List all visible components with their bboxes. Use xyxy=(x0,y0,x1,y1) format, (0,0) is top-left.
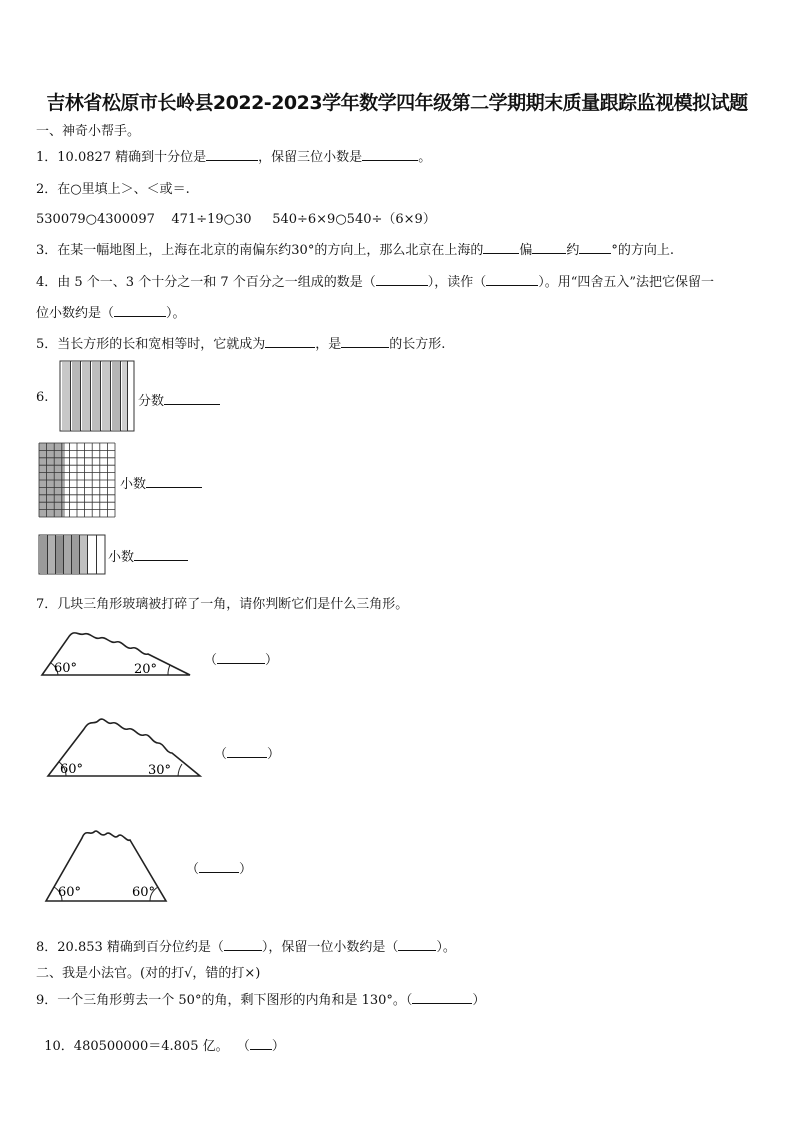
answer-blank[interactable] xyxy=(134,549,188,561)
t1-answer xyxy=(204,649,278,668)
q8-text-c: ）。 xyxy=(436,940,456,955)
q10-text-b: ） xyxy=(271,1039,285,1054)
q9-text-b: ） xyxy=(472,993,486,1008)
question-10 xyxy=(36,1020,285,1054)
paren-close: ） xyxy=(239,862,253,877)
q1-text-c: 。 xyxy=(418,150,432,165)
q3-text-d: °的方向上. xyxy=(611,243,674,258)
t3-answer xyxy=(186,858,252,877)
answer-blank[interactable] xyxy=(227,746,267,758)
t2-angle-b: 30° xyxy=(148,763,172,778)
question-5 xyxy=(36,333,445,352)
answer-blank[interactable] xyxy=(362,149,418,161)
paren-close: ） xyxy=(267,747,281,762)
answer-blank[interactable] xyxy=(486,274,538,286)
question-1 xyxy=(36,146,431,165)
q6-fraction-item xyxy=(138,390,220,409)
answer-blank[interactable] xyxy=(164,393,220,405)
answer-blank[interactable] xyxy=(114,305,166,317)
hundred-grid-figure xyxy=(39,443,117,519)
question-2-items: 530079○4300097 471÷19○30 540÷6×9○540÷（6×9） xyxy=(36,212,436,227)
q1-text-b: ，保留三位小数是 xyxy=(258,150,363,165)
q9-text-a: 9．一个三角形剪去一个 50°的角，剩下图形的内角和是 130°。（ xyxy=(36,993,413,1008)
tenths-strip-figure xyxy=(39,535,107,575)
q8-text-a: 8．20.853 精确到百分位约是（ xyxy=(36,940,224,955)
q6-label-decimal-1: 小数 xyxy=(120,477,147,492)
t3-angle-b: 60° xyxy=(132,885,156,900)
t3-angle-a: 60° xyxy=(58,885,82,900)
answer-blank[interactable] xyxy=(341,336,389,348)
q6-label-decimal-2: 小数 xyxy=(108,550,135,565)
broken-triangle-1 xyxy=(40,630,192,678)
answer-blank[interactable] xyxy=(532,242,566,254)
question-2: 2．在○里填上＞、＜或＝. xyxy=(36,182,190,197)
answer-blank[interactable] xyxy=(199,861,239,873)
question-8 xyxy=(36,936,456,955)
q8-text-b: ），保留一位小数约是（ xyxy=(261,940,399,955)
question-3 xyxy=(36,239,674,258)
answer-blank[interactable] xyxy=(483,242,519,254)
q5-text-b: ，是 xyxy=(315,337,342,352)
answer-blank[interactable] xyxy=(265,336,315,348)
q4-text-a: 4．由 5 个一、3 个十分之一和 7 个百分之一组成的数是（ xyxy=(36,275,376,290)
paren-open: （ xyxy=(204,653,218,668)
question-4-cont xyxy=(36,302,186,321)
broken-triangle-3 xyxy=(44,826,168,904)
question-9 xyxy=(36,989,485,1008)
q4-text-b: ），读作（ xyxy=(427,275,487,290)
paren-open: （ xyxy=(214,747,228,762)
q3-text-b: 偏 xyxy=(519,243,533,258)
q6-decimal-item-1 xyxy=(120,473,202,492)
q3-text-a: 3．在某一幅地图上，上海在北京的南偏东约30°的方向上，那么北京在上海的 xyxy=(36,243,484,258)
answer-blank[interactable] xyxy=(217,652,265,664)
answer-blank[interactable] xyxy=(146,476,202,488)
q4-text-d: 位小数约是（ xyxy=(36,306,115,321)
q5-text-a: 5．当长方形的长和宽相等时，它就成为 xyxy=(36,337,266,352)
broken-triangle-2 xyxy=(46,717,202,779)
question-7: 7．几块三角形玻璃被打碎了一角，请你判断它们是什么三角形。 xyxy=(36,597,409,612)
t1-angle-b: 20° xyxy=(134,662,158,677)
paren-close: ） xyxy=(265,653,279,668)
q10-text-a: 10．480500000＝4.805 亿。 （ xyxy=(44,1039,250,1054)
answer-blank[interactable] xyxy=(206,149,258,161)
q4-text-e: ）。 xyxy=(166,306,186,321)
answer-blank[interactable] xyxy=(224,939,262,951)
answer-blank[interactable] xyxy=(398,939,436,951)
t1-angle-a: 60° xyxy=(54,661,78,676)
q5-text-c: 的长方形. xyxy=(389,337,446,352)
q3-text-c: 约 xyxy=(566,243,580,258)
answer-blank[interactable] xyxy=(412,992,472,1004)
t2-angle-a: 60° xyxy=(60,762,84,777)
section-heading-1: 一、神奇小帮手。 xyxy=(36,124,141,139)
t2-answer xyxy=(214,743,280,762)
answer-blank[interactable] xyxy=(579,242,611,254)
q4-text-c: ）。用“四舍五入”法把它保留一 xyxy=(538,275,715,290)
section-heading-2: 二、我是小法官。(对的打√，错的打×) xyxy=(36,966,261,981)
fraction-strip-figure xyxy=(60,361,134,433)
question-6-number: 6. xyxy=(36,390,49,405)
answer-blank[interactable] xyxy=(250,1038,272,1050)
q6-decimal-item-2 xyxy=(108,546,188,565)
q6-label-fraction: 分数 xyxy=(138,394,165,409)
page-title: 吉林省松原市长岭县2022-2023学年数学四年级第二学期期末质量跟踪监视模拟试题 xyxy=(46,92,748,114)
question-4 xyxy=(36,271,714,290)
paren-open: （ xyxy=(186,862,200,877)
answer-blank[interactable] xyxy=(376,274,428,286)
q1-text-a: 1．10.0827 精确到十分位是 xyxy=(36,150,207,165)
